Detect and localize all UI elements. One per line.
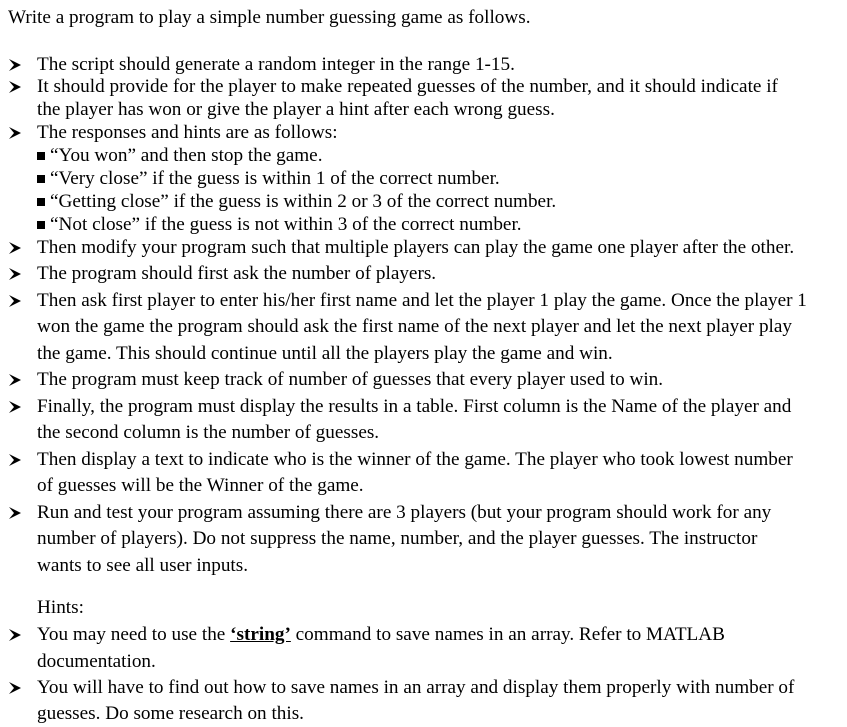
arrow-bullet-icon: [8, 263, 28, 285]
string-command-keyword: ‘string’: [230, 624, 291, 645]
bullet-text: Finally, the program must display the results in a table. First column is the Name of the player and: [37, 396, 792, 417]
arrow-bullet-icon: [8, 122, 28, 144]
sub-bullet-text: “Getting close” if the guess is within 2 or 3 of the correct number.: [50, 191, 557, 212]
bullet-text: Then ask first player to enter his/her first name and let the player 1 play the game. Once the player 1: [37, 290, 807, 311]
bullet-text-continued: number of players). Do not suppress the name, number, and the player guesses. The instructor: [37, 528, 758, 549]
bullet-text-continued: wants to see all user inputs.: [37, 555, 249, 576]
bullet-text-continued: the player has won or give the player a hint after each wrong guess.: [37, 99, 555, 120]
bullet-text-continued: the game. This should continue until all the players play the game and win.: [37, 343, 613, 364]
arrow-bullet-icon: [8, 76, 28, 98]
hint-text: You will have to find out how to save names in an array and display them properly with number of: [37, 677, 795, 698]
square-bullet-icon: [37, 152, 45, 160]
bullet-text: Then modify your program such that multiple players can play the game one player after the other.: [37, 237, 795, 258]
sub-bullet-text: “Not close” if the guess is not within 3 of the correct number.: [50, 214, 522, 235]
bullet-text: The program should first ask the number of players.: [37, 263, 437, 284]
hint-text: [37, 624, 725, 646]
hint-text-suffix: command to save names in an array. Refer to MATLAB: [290, 624, 725, 645]
bullet-text-continued: of guesses will be the Winner of the game.: [37, 475, 364, 496]
arrow-bullet-icon: [8, 677, 28, 699]
sub-bullet-item: [37, 214, 522, 236]
arrow-bullet-icon: [8, 369, 28, 391]
bullet-text-continued: won the game the program should ask the first name of the next player and let the next player play: [37, 316, 793, 337]
square-bullet-icon: [37, 175, 45, 183]
arrow-bullet-icon: [8, 54, 28, 76]
arrow-bullet-icon: [8, 502, 28, 524]
bullet-text-continued: the second column is the number of guesses.: [37, 422, 380, 443]
arrow-bullet-icon: [8, 290, 28, 312]
bullet-text: Then display a text to indicate who is the winner of the game. The player who took lowest number: [37, 449, 793, 470]
bullet-text: The program must keep track of number of guesses that every player used to win.: [37, 369, 664, 390]
sub-bullet-text: “Very close” if the guess is within 1 of the correct number.: [50, 168, 500, 189]
hints-heading: Hints:: [37, 597, 84, 618]
arrow-bullet-icon: [8, 237, 28, 259]
arrow-bullet-icon: [8, 396, 28, 418]
sub-bullet-item: [37, 145, 323, 167]
sub-bullet-item: [37, 191, 556, 213]
bullet-text: The script should generate a random integer in the range 1-15.: [37, 54, 515, 75]
hint-text-continued: guesses. Do some research on this.: [37, 703, 304, 724]
bullet-text: It should provide for the player to make repeated guesses of the number, and it should indicate if: [37, 76, 778, 97]
arrow-bullet-icon: [8, 624, 28, 646]
bullet-text: The responses and hints are as follows:: [37, 122, 338, 143]
arrow-bullet-icon: [8, 449, 28, 471]
sub-bullet-item: [37, 168, 500, 190]
square-bullet-icon: [37, 198, 45, 206]
hint-text-continued: documentation.: [37, 651, 156, 672]
bullet-text: Run and test your program assuming there are 3 players (but your program should work for any: [37, 502, 772, 523]
hint-text-prefix: You may need to use the: [37, 624, 231, 645]
square-bullet-icon: [37, 221, 45, 229]
intro-text: Write a program to play a simple number guessing game as follows.: [8, 7, 531, 28]
sub-bullet-text: “You won” and then stop the game.: [50, 145, 323, 166]
